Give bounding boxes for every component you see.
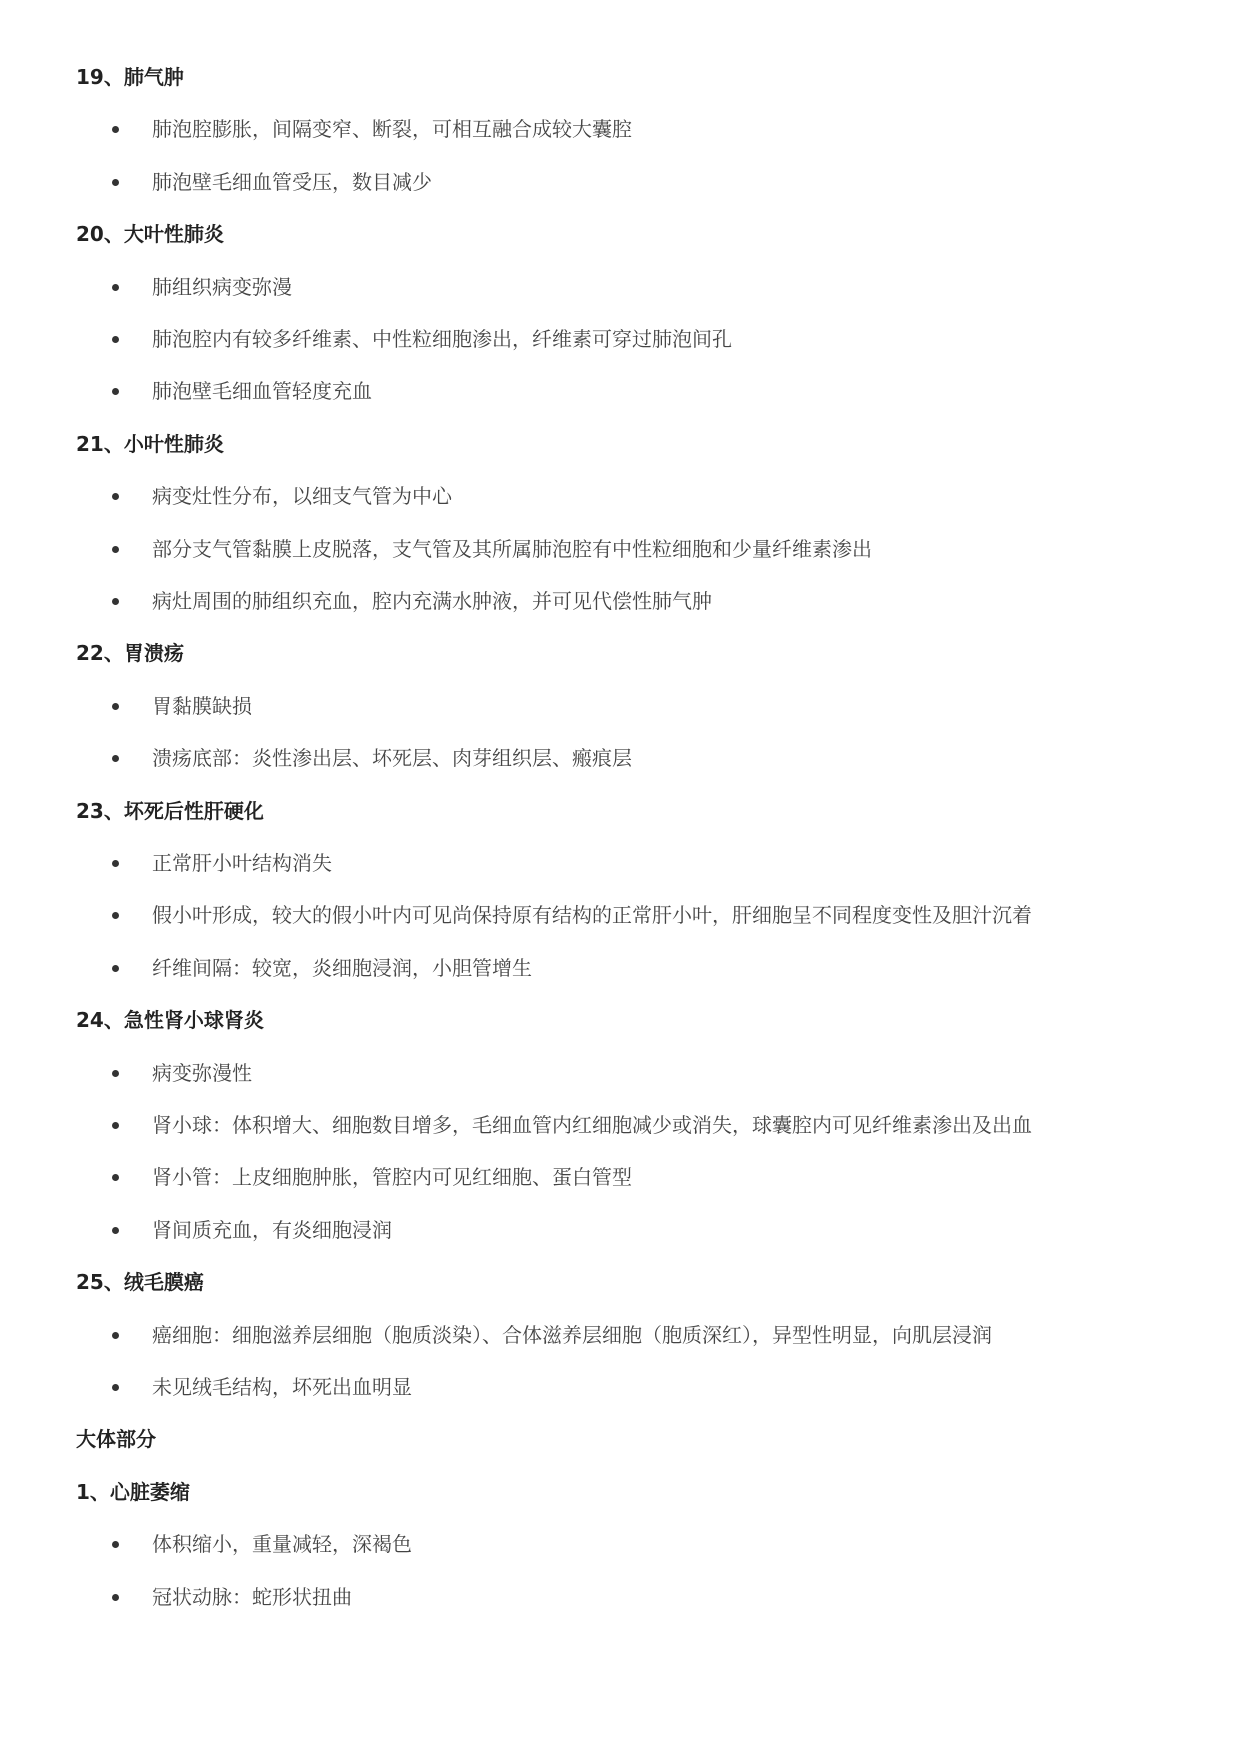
list-item-text: 胃黏膜缺损	[152, 694, 252, 718]
list-item-text: 假小叶形成，较大的假小叶内可见尚保持原有结构的正常肝小叶，肝细胞呈不同程度变性及胆汁沉着	[152, 903, 1032, 927]
section-heading: 24、急性肾小球肾炎	[76, 1008, 264, 1032]
list-item-text: 肺泡腔膨胀，间隔变窄、断裂，可相互融合成较大囊腔	[152, 117, 632, 141]
bullet-dot-icon	[112, 126, 119, 133]
list-item-text: 部分支气管黏膜上皮脱落，支气管及其所属肺泡腔有中性粒细胞和少量纤维素渗出	[152, 537, 872, 561]
bullet-dot-icon	[112, 860, 119, 867]
list-item-text: 肺泡壁毛细血管轻度充血	[152, 379, 372, 403]
bullet-dot-icon	[112, 965, 119, 972]
section-heading: 25、绒毛膜癌	[76, 1270, 204, 1294]
section-heading: 20、大叶性肺炎	[76, 222, 224, 246]
bullet-dot-icon	[112, 1384, 119, 1391]
bullet-dot-icon	[112, 1070, 119, 1077]
list-item-text: 肾间质充血，有炎细胞浸润	[152, 1218, 392, 1242]
bullet-dot-icon	[112, 179, 119, 186]
list-item-text: 肾小管：上皮细胞肿胀，管腔内可见红细胞、蛋白管型	[152, 1165, 632, 1189]
list-item-text: 病灶周围的肺组织充血，腔内充满水肿液，并可见代偿性肺气肿	[152, 589, 712, 613]
list-item-text: 冠状动脉：蛇形状扭曲	[152, 1585, 352, 1609]
list-item-text: 体积缩小，重量减轻，深褐色	[152, 1532, 412, 1556]
bullet-dot-icon	[112, 1541, 119, 1548]
bullet-dot-icon	[112, 493, 119, 500]
bullet-dot-icon	[112, 1332, 119, 1339]
list-item-text: 病变弥漫性	[152, 1061, 252, 1085]
bullet-dot-icon	[112, 912, 119, 919]
section-heading: 21、小叶性肺炎	[76, 432, 224, 456]
list-item-text: 正常肝小叶结构消失	[152, 851, 332, 875]
list-item-text: 肺泡腔内有较多纤维素、中性粒细胞渗出，纤维素可穿过肺泡间孔	[152, 327, 732, 351]
section-heading: 23、坏死后性肝硬化	[76, 799, 264, 823]
bullet-dot-icon	[112, 336, 119, 343]
bullet-dot-icon	[112, 546, 119, 553]
list-item-text: 癌细胞：细胞滋养层细胞（胞质淡染）、合体滋养层细胞（胞质深红），异型性明显，向肌层浸润	[152, 1323, 992, 1347]
list-item-text: 病变灶性分布，以细支气管为中心	[152, 484, 452, 508]
list-item-text: 未见绒毛结构，坏死出血明显	[152, 1375, 412, 1399]
list-item-text: 肾小球：体积增大、细胞数目增多，毛细血管内红细胞减少或消失，球囊腔内可见纤维素渗出及出血	[152, 1113, 1032, 1137]
section-heading: 22、胃溃疡	[76, 641, 184, 665]
bullet-dot-icon	[112, 388, 119, 395]
list-item-text: 溃疡底部：炎性渗出层、坏死层、肉芽组织层、瘢痕层	[152, 746, 632, 770]
list-item-text: 肺泡壁毛细血管受压，数目减少	[152, 170, 432, 194]
list-item-text: 纤维间隔：较宽，炎细胞浸润，小胆管增生	[152, 956, 532, 980]
section-heading: 19、肺气肿	[76, 65, 184, 89]
bullet-dot-icon	[112, 1227, 119, 1234]
bullet-dot-icon	[112, 598, 119, 605]
bullet-dot-icon	[112, 1122, 119, 1129]
list-item-text: 肺组织病变弥漫	[152, 275, 292, 299]
bullet-dot-icon	[112, 755, 119, 762]
bullet-dot-icon	[112, 1594, 119, 1601]
bullet-dot-icon	[112, 1174, 119, 1181]
bullet-dot-icon	[112, 284, 119, 291]
bullet-dot-icon	[112, 703, 119, 710]
section-heading: 1、心脏萎缩	[76, 1480, 190, 1504]
section-heading: 大体部分	[76, 1427, 156, 1451]
